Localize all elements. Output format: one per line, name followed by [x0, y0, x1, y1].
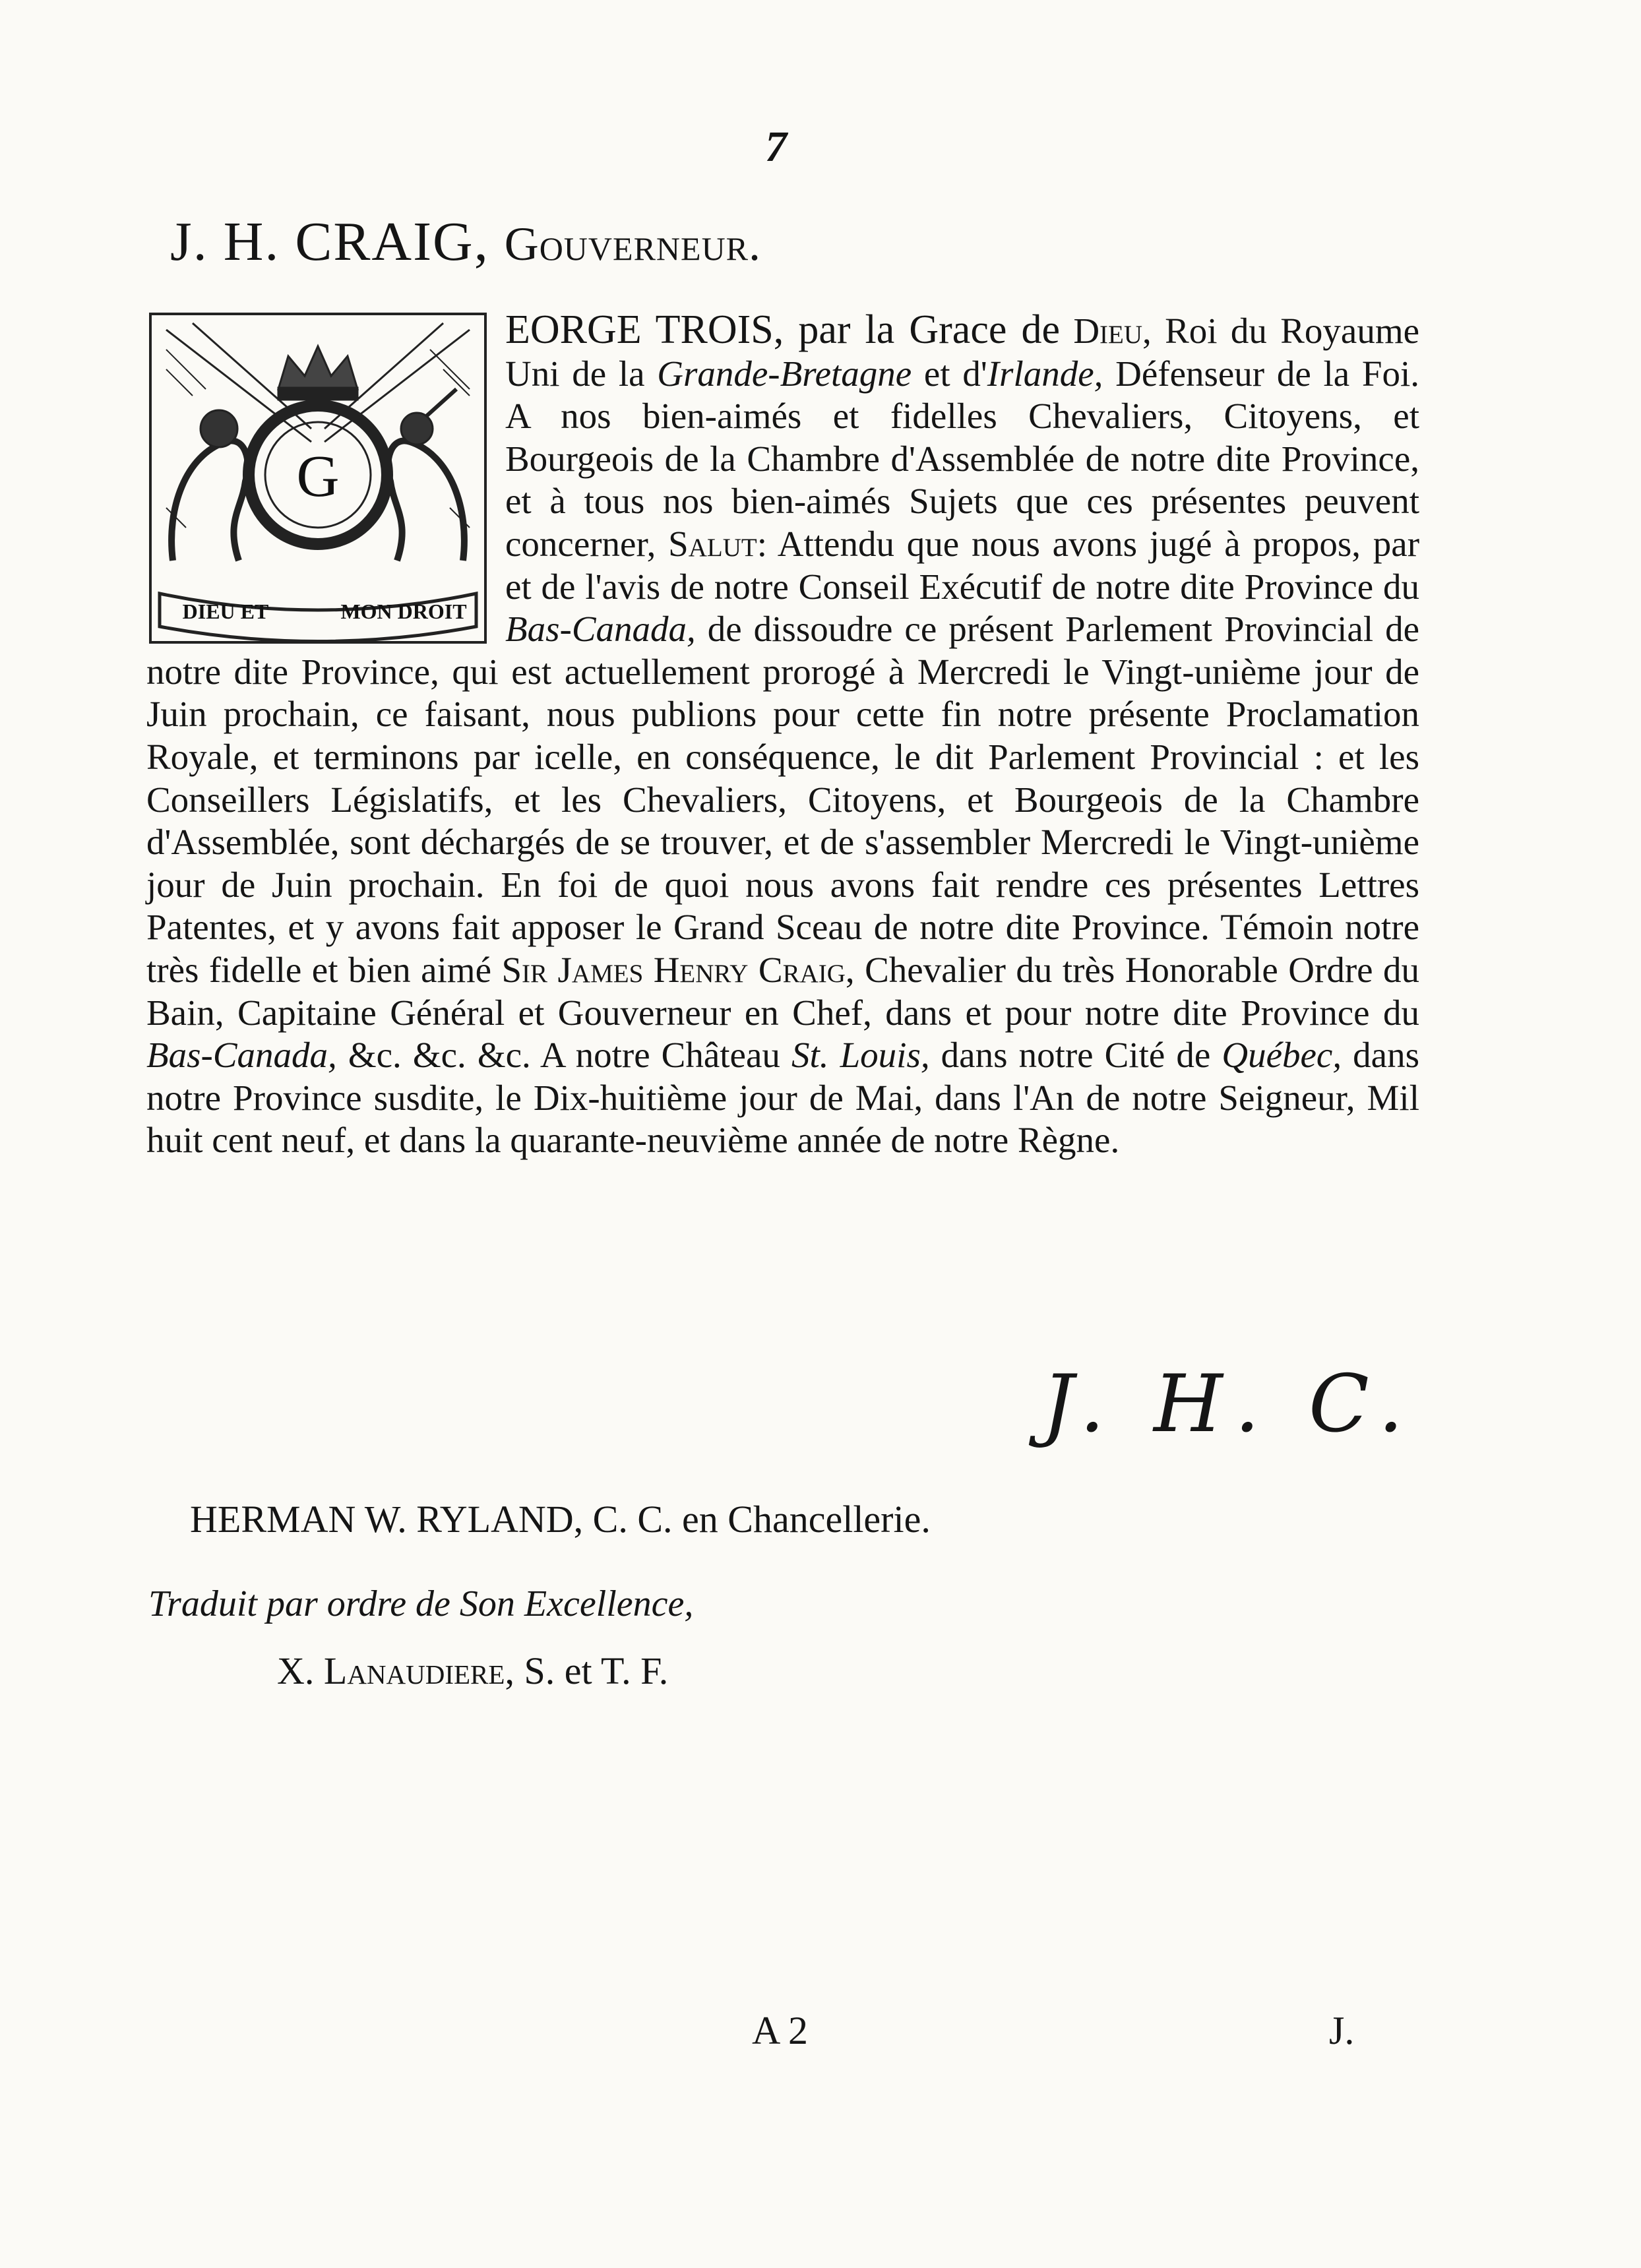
crest-motto-right: MON DROIT [340, 599, 467, 623]
st-louis: St. Louis, [791, 1035, 930, 1076]
ryland-line: HERMAN W. RYLAND, C. C. en Chancellerie. [190, 1498, 931, 1541]
bas-canada-1: Bas-Canada, [505, 609, 696, 650]
lanaudiere-line [277, 1649, 668, 1693]
body-text-7: &c. &c. &c. A notre Château [336, 1035, 791, 1076]
body-text-1: , Roi du Royaume Uni de la [505, 311, 1420, 394]
bas-canada-2: Bas-Canada, [146, 1035, 337, 1076]
royal-coat-of-arms-icon [146, 310, 489, 646]
irlande: Irlande, [987, 353, 1103, 394]
governor-name: J. H. CRAIG, [170, 211, 489, 272]
sir-james-henry-craig: Sir James Henry Craig [501, 949, 846, 990]
body-text-4: : Attendu que nous avons jugé à propos, par et de l'avis de notre Conseil Exécutif de notre dite Province du [505, 523, 1420, 607]
lanaudiere-prefix: X. [277, 1649, 324, 1692]
grande-bretagne: Grande-Bretagne [657, 353, 912, 394]
dieu-word: Dieu [1073, 311, 1143, 351]
body-text-9: dans notre Province susdite, le Dix-huitième jour de Mai, dans l'An de notre Seigneur, Mil huit cent neuf, et dans la quarante-neuvième année de notre Règne. [146, 1035, 1419, 1161]
signature-initials: J. H. C. [1042, 1359, 1415, 1450]
governor-title: Gouverneur. [504, 218, 762, 270]
quebec: Québec, [1222, 1035, 1342, 1076]
crest-letter: G [296, 444, 340, 509]
body-text-2: et d' [912, 353, 987, 394]
signature-mark: A 2 [752, 2009, 809, 2052]
body-text-5: de dissoudre ce présent Parlement Provincial de notre dite Province, qui est actuellement prorogé à Mercredi le Vingt-unième jour de Juin prochain, ce faisant, nous publions pour cette fin notre présente Proclamation Royale, et terminons par icelle, en conséquence, le dit Parlement Provincial : et les Conseillers Législatifs, et les Chevaliers, Citoyens, et Bourgeois de la Chambre d'Assemblée, sont déchargés de se trouver, et de s'assembler Mercredi le Vingt-unième jour de Juin prochain. En foi de quoi nous avons fait rendre ces présentes Lettres Patentes, et y avons fait apposer le Grand Sceau de notre dite Province. Témoin notre très fidelle et bien aimé [146, 609, 1419, 990]
page-number: 7 [765, 123, 787, 171]
lanaudiere-suffix: , S. et T. F. [505, 1649, 669, 1692]
salut-word: Salut [668, 523, 757, 564]
translated-line: Traduit par ordre de Son Excellence, [148, 1583, 694, 1624]
catchword: J. [1329, 2009, 1355, 2052]
crest-motto-left: DIEU ET [182, 599, 269, 623]
body-text-8: dans notre Cité de [929, 1035, 1222, 1076]
body-text-3: Défenseur de la Foi. A nos bien-aimés et fidelles Chevaliers, Citoyens, et Bourgeois de la Chambre d'Assemblée de notre dite Province, et à tous nos bien-aimés Sujets que ces présentes peuvent concerner, [505, 353, 1419, 564]
proclamation-heading [170, 210, 761, 274]
body-text-6: , Chevalier du très Honorable Ordre du Bain, Capitaine Général et Gouverneur en Chef, dans et pour notre dite Province du [146, 949, 1420, 1033]
drop-cap-rest: EORGE TROIS, par la Grace de [505, 307, 1060, 352]
lanaudiere-name: Lanaudiere [323, 1649, 505, 1692]
